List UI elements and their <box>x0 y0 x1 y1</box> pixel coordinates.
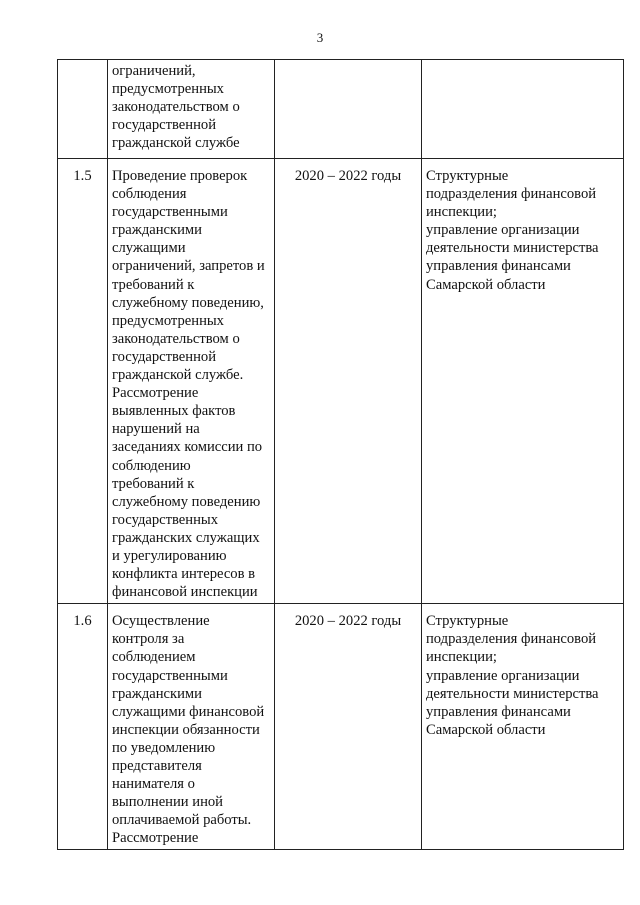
action-cell <box>108 604 275 850</box>
responsible-line: подразделения финансовой <box>426 186 597 203</box>
action-line: государственной <box>112 117 217 134</box>
action-line: гражданской службе. <box>112 367 244 384</box>
action-line: гражданскими <box>112 222 202 239</box>
action-line: государственными <box>112 667 228 684</box>
responsible-line: деятельности министерства <box>426 240 599 257</box>
responsible-cell <box>422 604 624 850</box>
action-line: предусмотренных <box>112 312 224 329</box>
action-line: представителя <box>112 758 202 774</box>
measures-table <box>57 59 624 850</box>
page-number: 3 <box>316 30 324 45</box>
action-line: Осуществление <box>112 613 210 630</box>
action-line: гражданской службе <box>112 135 240 152</box>
responsible-line: управление организации <box>426 222 580 239</box>
action-line: заседаниях комиссии по <box>112 439 263 456</box>
table-row <box>58 159 624 604</box>
action-line: гражданских служащих <box>112 529 260 546</box>
action-line: служебному поведению <box>112 493 261 510</box>
action-line: выполнении иной <box>112 794 223 811</box>
action-line: финансовой инспекции <box>112 584 258 601</box>
action-cell <box>108 60 275 159</box>
action-line: нарушений на <box>112 421 200 438</box>
action-line: соблюдением <box>112 649 196 666</box>
action-line: по уведомлению <box>112 739 216 756</box>
action-line: выявленных фактов <box>112 403 236 420</box>
responsible-line: Структурные <box>426 613 509 630</box>
action-line: предусмотренных <box>112 81 224 98</box>
row-number-cell: 1.5 <box>58 159 108 604</box>
responsible-line: Структурные <box>426 168 509 184</box>
responsible-line: инспекции; <box>426 649 497 666</box>
action-line: Рассмотрение <box>112 385 199 402</box>
row-number-cell <box>58 60 108 159</box>
action-line: соблюдения <box>112 186 187 203</box>
action-line: государственными <box>112 204 228 221</box>
action-line: конфликта интересов в <box>112 566 256 583</box>
action-line: инспекции обязанности <box>112 721 260 738</box>
action-line: Рассмотрение <box>112 830 199 847</box>
action-line: и урегулированию <box>112 547 227 564</box>
table-row <box>58 604 624 850</box>
action-line: служащими финансовой <box>112 703 265 720</box>
row-number-cell: 1.6 <box>58 604 108 850</box>
table-row <box>58 60 624 159</box>
responsible-line: деятельности министерства <box>426 685 599 702</box>
action-line: ограничений, запретов и <box>112 258 265 275</box>
responsible-line: подразделения финансовой <box>426 631 597 648</box>
action-line: оплачиваемой работы. <box>112 812 252 829</box>
action-line: законодательством о <box>112 99 240 116</box>
action-line: требований к <box>112 475 195 492</box>
action-line: гражданскими <box>112 685 202 702</box>
responsible-line: Самарской области <box>426 276 546 293</box>
responsible-cell <box>422 60 624 159</box>
responsible-line: инспекции; <box>426 204 497 221</box>
responsible-line: управления финансами <box>426 703 571 720</box>
action-line: законодательством о <box>112 330 240 347</box>
responsible-line: Самарской области <box>426 721 546 738</box>
action-line: контроля за <box>112 631 185 648</box>
action-line: Проведение проверок <box>112 168 248 184</box>
term-cell: 2020 – 2022 годы <box>275 604 422 850</box>
responsible-line: управления финансами <box>426 258 571 275</box>
action-line: соблюдению <box>112 457 191 474</box>
term-cell <box>275 60 422 159</box>
action-line: государственных <box>112 511 219 528</box>
action-line: служебному поведению, <box>112 294 264 311</box>
term-cell: 2020 – 2022 годы <box>275 159 422 604</box>
action-cell <box>108 159 275 604</box>
responsible-cell <box>422 159 624 604</box>
action-line: государственной <box>112 348 217 365</box>
action-line: ограничений, <box>112 63 196 79</box>
action-line: служащими <box>112 240 186 257</box>
action-line: нанимателя о <box>112 776 195 793</box>
action-line: требований к <box>112 276 195 293</box>
responsible-line: управление организации <box>426 667 580 684</box>
